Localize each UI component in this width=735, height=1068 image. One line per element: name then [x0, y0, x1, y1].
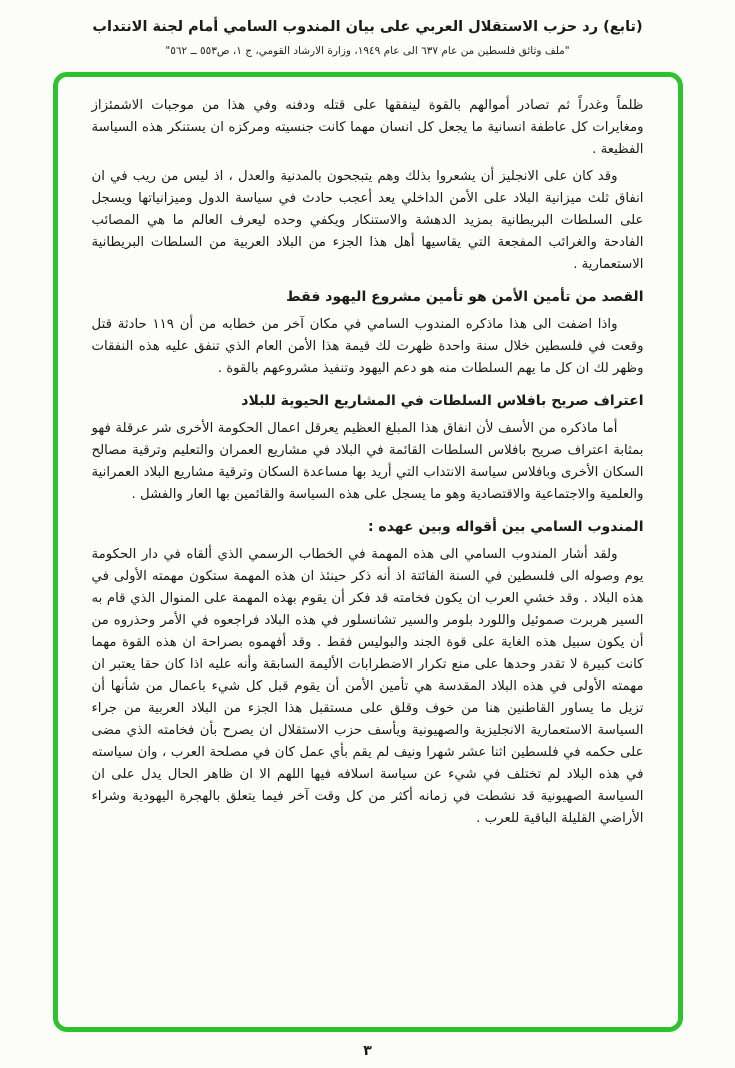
document-title: (تابع) رد حزب الاستقلال العربي على بيان المندوب السامي أمام لجنة الانتداب	[92, 19, 643, 35]
page-footer	[0, 1040, 735, 1059]
document-header	[0, 0, 735, 58]
paragraph: ولقد أشار المندوب السامي الى هذه المهمة في الخطاب الرسمي الذي ألقاه في دار الحكومة يوم وصوله الى فلسطين في السنة الفائتة اذ أنه ذكر حينئذ ان هذه المهمة ستكون مهمته الأولى في هذه البلاد . وقد خشي العرب ان يكون فخامته قد فكر أن يقوم بهذه المهمة على المنوال الذي قام به السير هربرت صموئيل واللورد بلومر والسير تشانسلور في هذه البلاد فراجعوه في الأمر وحذروه من أن يكون سبيل هذه الغاية على قوة الجند والبوليس فقط . وقد أفهموه بصراحة ان هذه القوة مهما كانت كبيرة لا تقدر وحدها على منع تكرار الاضطرابات الأليمة السابقة وأنه عليه اذا كان حقا يعتبر ان مهمته الأولى في هذه البلاد المقدسة هي تأمين الأمن أن يقوم قبل كل شيء باعمال من شأنها أن تزيل ما يساور القاطنين هنا من خوف وقلق على مستقبل هذا الجزء من البلاد العربية من جراء السياسة الاستعمارية الانجليزية والصهيونية ويأسف حزب الاستقلال ان يصرح بأن فخامته الذي مضى على حكمه في فلسطين اثنا عشر شهرا ونيف لم يقم بأي عمل كان في مصلحة العرب ، وان سياسته في هذه البلاد لم تختلف في شيء عن سياسة اسلافه فيها اللهم الا ان ظاهر الحال يدل على ان السياسة الصهيونية قد نشطت في زمانه أكثر من كل وقت آخر فيما يتعلق بالهجرة اليهودية وشراء الأراضي القليلة الباقية للعرب .	[91, 547, 644, 826]
paragraph: واذا اضفت الى هذا ماذكره المندوب السامي في مكان آخر من خطابه من أن ١١٩ حادثة قتل وقعت في فلسطين خلال سنة واحدة ظهرت لك قيمة هذا الأمن العام الذي تنفق عليه هذه النفقات وظهر لك ان كل ما يهم السلطات منه هو دعم اليهود وتنفيذ مشروعهم بالقوة .	[91, 317, 644, 376]
document-source-citation: "ملف وثائق فلسطين من عام ٦٣٧ الى عام ١٩٤٩، وزارة الارشاد القومي، ج ١، ص٥٥٣ ــ ٥٦٢"	[165, 45, 570, 57]
paragraph: أما ماذكره من الأسف لأن انفاق هذا المبلغ العظيم يعرقل اعمال الحكومة الأخرى شر عرقلة فهو بمثابة اعتراف صريح بافلاس السلطات القائمة في البلاد في مشاريع العمران والتعليم وترقية مصالح السكان الأخرى وبافلاس سياسة الانتداب التي أريد بها مساعدة السكان وترقية مشاريع البلاد العمرانية والعلمية والاجتماعية والاقتصادية وهو ما يسجل على هذه السياسة والقائمين بها العار والفشل .	[91, 421, 644, 502]
section-heading-security-for-jewish-project: القصد من تأمين الأمن هو تأمين مشروع اليهود فقط	[286, 289, 644, 305]
page-number: ٣	[363, 1043, 372, 1059]
paragraph-continuation: ظلماً وغدراً ثم تصادر أموالهم بالقوة لينفقها على قتله ودفنه وفي هذا من موجبات الاشمئزاز ومغايرات كل عاطفة انسانية ما يجعل كل انسان مهما كانت جنسيته ومركزه ان يستنكر هذه السياسة الفظيعة .	[91, 98, 644, 157]
section-heading-commissioner-words-vs-deeds: المندوب السامي بين أقواله وبين عهده :	[367, 519, 644, 535]
paragraph: وقد كان على الانجليز أن يشعروا بذلك وهم يتبجحون بالمدنية والعدل ، اذ ليس من ريب في ان انفاق ثلث ميزانية البلاد على الأمن الداخلي يعد أعجب حادث في سياسة الدول وميزانياتها ويسجل على السلطات البريطانية بمزيد الدهشة والاستنكار ويكفي وحده ليعرف العالم ما هي المصائب الفادحة والغرائب المفجعة التي يقاسيها أهل هذا الجزء من البلاد العربية من السلطات البريطانية الاستعمارية .	[91, 169, 644, 272]
section-heading-admission-of-bankruptcy: اعتراف صريح بافلاس السلطات في المشاريع الحيوية للبلاد	[241, 393, 644, 409]
content-border-box	[53, 72, 683, 1032]
